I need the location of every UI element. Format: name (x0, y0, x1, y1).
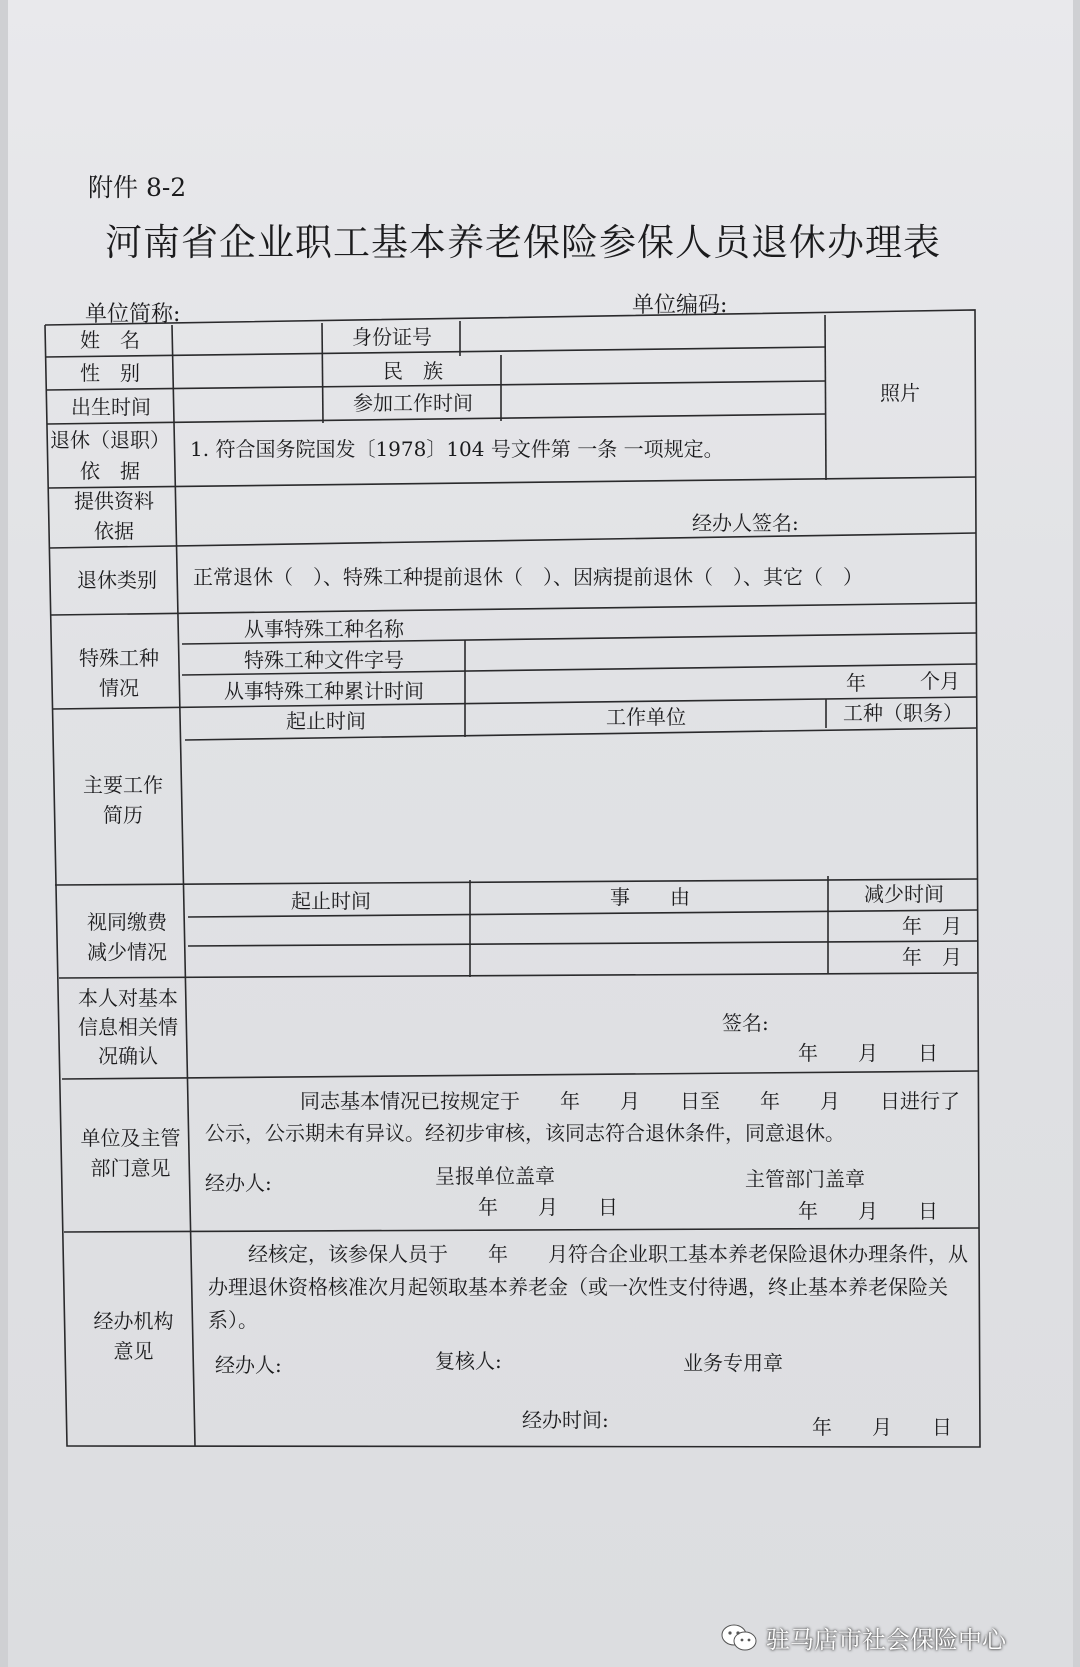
deemed-row2-unit: 年 月 (902, 945, 962, 969)
special-job-doc-label: 特殊工种文件字号 (244, 648, 404, 672)
ethnicity-label: 民 族 (383, 359, 443, 383)
materials-label-2: 依据 (94, 519, 134, 543)
deemed-col-period: 起止时间 (291, 889, 371, 913)
unit-code-label: 单位编码: (632, 293, 728, 318)
agency-opinion-text: 经核定，该参保人员于 年 月符合企业职工基本养老保险退休办理条件，从办理退休资格核准次月起领取基本养老金（或一次性支付待遇，终止基本养老保险关系）。 (208, 1242, 968, 1332)
confirm-label-3: 况确认 (98, 1044, 158, 1068)
deemed-label-2: 减少情况 (87, 940, 167, 964)
attachment-label: 附件 8-2 (88, 173, 187, 202)
agency-date: 年 月 日 (812, 1415, 952, 1439)
retire-type-label: 退休类别 (77, 568, 157, 592)
retire-basis-label-2: 依 据 (80, 459, 140, 483)
watermark-text: 驻马店市社会保险中心 (766, 1626, 1006, 1654)
materials-signer-label: 经办人签名: (692, 511, 799, 535)
birth-date-field[interactable] (180, 396, 318, 420)
deemed-col-reason: 事 由 (610, 885, 690, 909)
gender-field[interactable] (178, 364, 316, 388)
dept-seal-date: 年 月 日 (798, 1199, 938, 1223)
agency-time-label: 经办时间: (522, 1408, 609, 1432)
name-label: 姓 名 (80, 328, 140, 352)
retire-basis-label: 退休（退职） (50, 428, 170, 452)
agency-opinion-label-2: 意见 (113, 1339, 154, 1363)
agency-seal-label: 业务专用章 (683, 1351, 783, 1375)
unit-opinion-line1: 同志基本情况已按规定于 年 月 日至 年 月 日进行了 (300, 1089, 960, 1113)
special-job-duration-label: 从事特殊工种累计时间 (224, 679, 424, 703)
deemed-col-reduction: 减少时间 (864, 882, 944, 906)
unit-seal-label: 呈报单位盖章 (435, 1164, 555, 1188)
wechat-icon (720, 1623, 758, 1653)
special-job-label-2: 情况 (99, 676, 139, 700)
resume-label-2: 简历 (103, 803, 143, 827)
confirm-label: 本人对基本 (78, 986, 178, 1010)
unit-opinion-line2: 公示，公示期未有异议。经初步审核，该同志符合退休条件，同意退休。 (205, 1121, 845, 1145)
resume-col-job-title: 工种（职务） (843, 701, 963, 725)
confirm-date: 年 月 日 (798, 1041, 938, 1065)
unit-short-name-label: 单位简称: (85, 302, 181, 327)
ethnicity-field[interactable] (506, 360, 820, 384)
id-number-label: 身份证号 (352, 325, 432, 349)
confirm-sign-label: 签名: (722, 1011, 769, 1035)
unit-opinion-label: 单位及主管 (80, 1126, 181, 1150)
special-job-name-field[interactable] (470, 612, 970, 638)
special-job-label: 特殊工种 (79, 646, 159, 670)
work-start-field[interactable] (506, 392, 820, 416)
birth-date-label: 出生时间 (71, 395, 151, 419)
agency-reviewer-label: 复核人: (435, 1349, 502, 1373)
special-job-doc-field[interactable] (470, 643, 970, 669)
id-number-field[interactable] (466, 325, 820, 351)
confirm-label-2: 信息相关情 (78, 1015, 178, 1039)
special-job-year-unit: 年 (846, 671, 866, 695)
resume-body[interactable] (192, 745, 972, 875)
materials-label: 提供资料 (74, 489, 154, 513)
retire-basis-text: 1. 符合国务院国发〔1978〕104 号文件第 一条 一项规定。 (190, 437, 724, 461)
name-field[interactable] (178, 332, 316, 356)
work-start-label: 参加工作时间 (353, 391, 473, 415)
resume-label: 主要工作 (83, 773, 163, 797)
deemed-row1-unit: 年 月 (902, 914, 962, 938)
unit-seal-date: 年 月 日 (478, 1195, 618, 1219)
gender-label: 性 别 (80, 361, 140, 385)
wechat-watermark (720, 1620, 1006, 1655)
dept-seal-label: 主管部门盖章 (745, 1167, 865, 1191)
unit-opinion-label-2: 部门意见 (90, 1156, 171, 1180)
form-title: 河南省企业职工基本养老保险参保人员退休办理表 (105, 221, 941, 264)
special-job-month-unit: 个月 (920, 669, 960, 693)
agency-opinion-label: 经办机构 (93, 1309, 174, 1333)
deemed-label: 视同缴费 (87, 910, 167, 934)
photo-placeholder: 照片 (880, 381, 920, 405)
agency-handler-label: 经办人: (215, 1353, 282, 1377)
special-job-name-label: 从事特殊工种名称 (244, 617, 404, 641)
resume-col-period: 起止时间 (286, 709, 366, 733)
unit-opinion-handler: 经办人: (205, 1171, 272, 1195)
retire-type-options[interactable]: 正常退休（ ）、特殊工种提前退休（ ）、因病提前退休（ ）、其它（ ） (193, 565, 863, 589)
resume-col-employer: 工作单位 (606, 705, 686, 729)
